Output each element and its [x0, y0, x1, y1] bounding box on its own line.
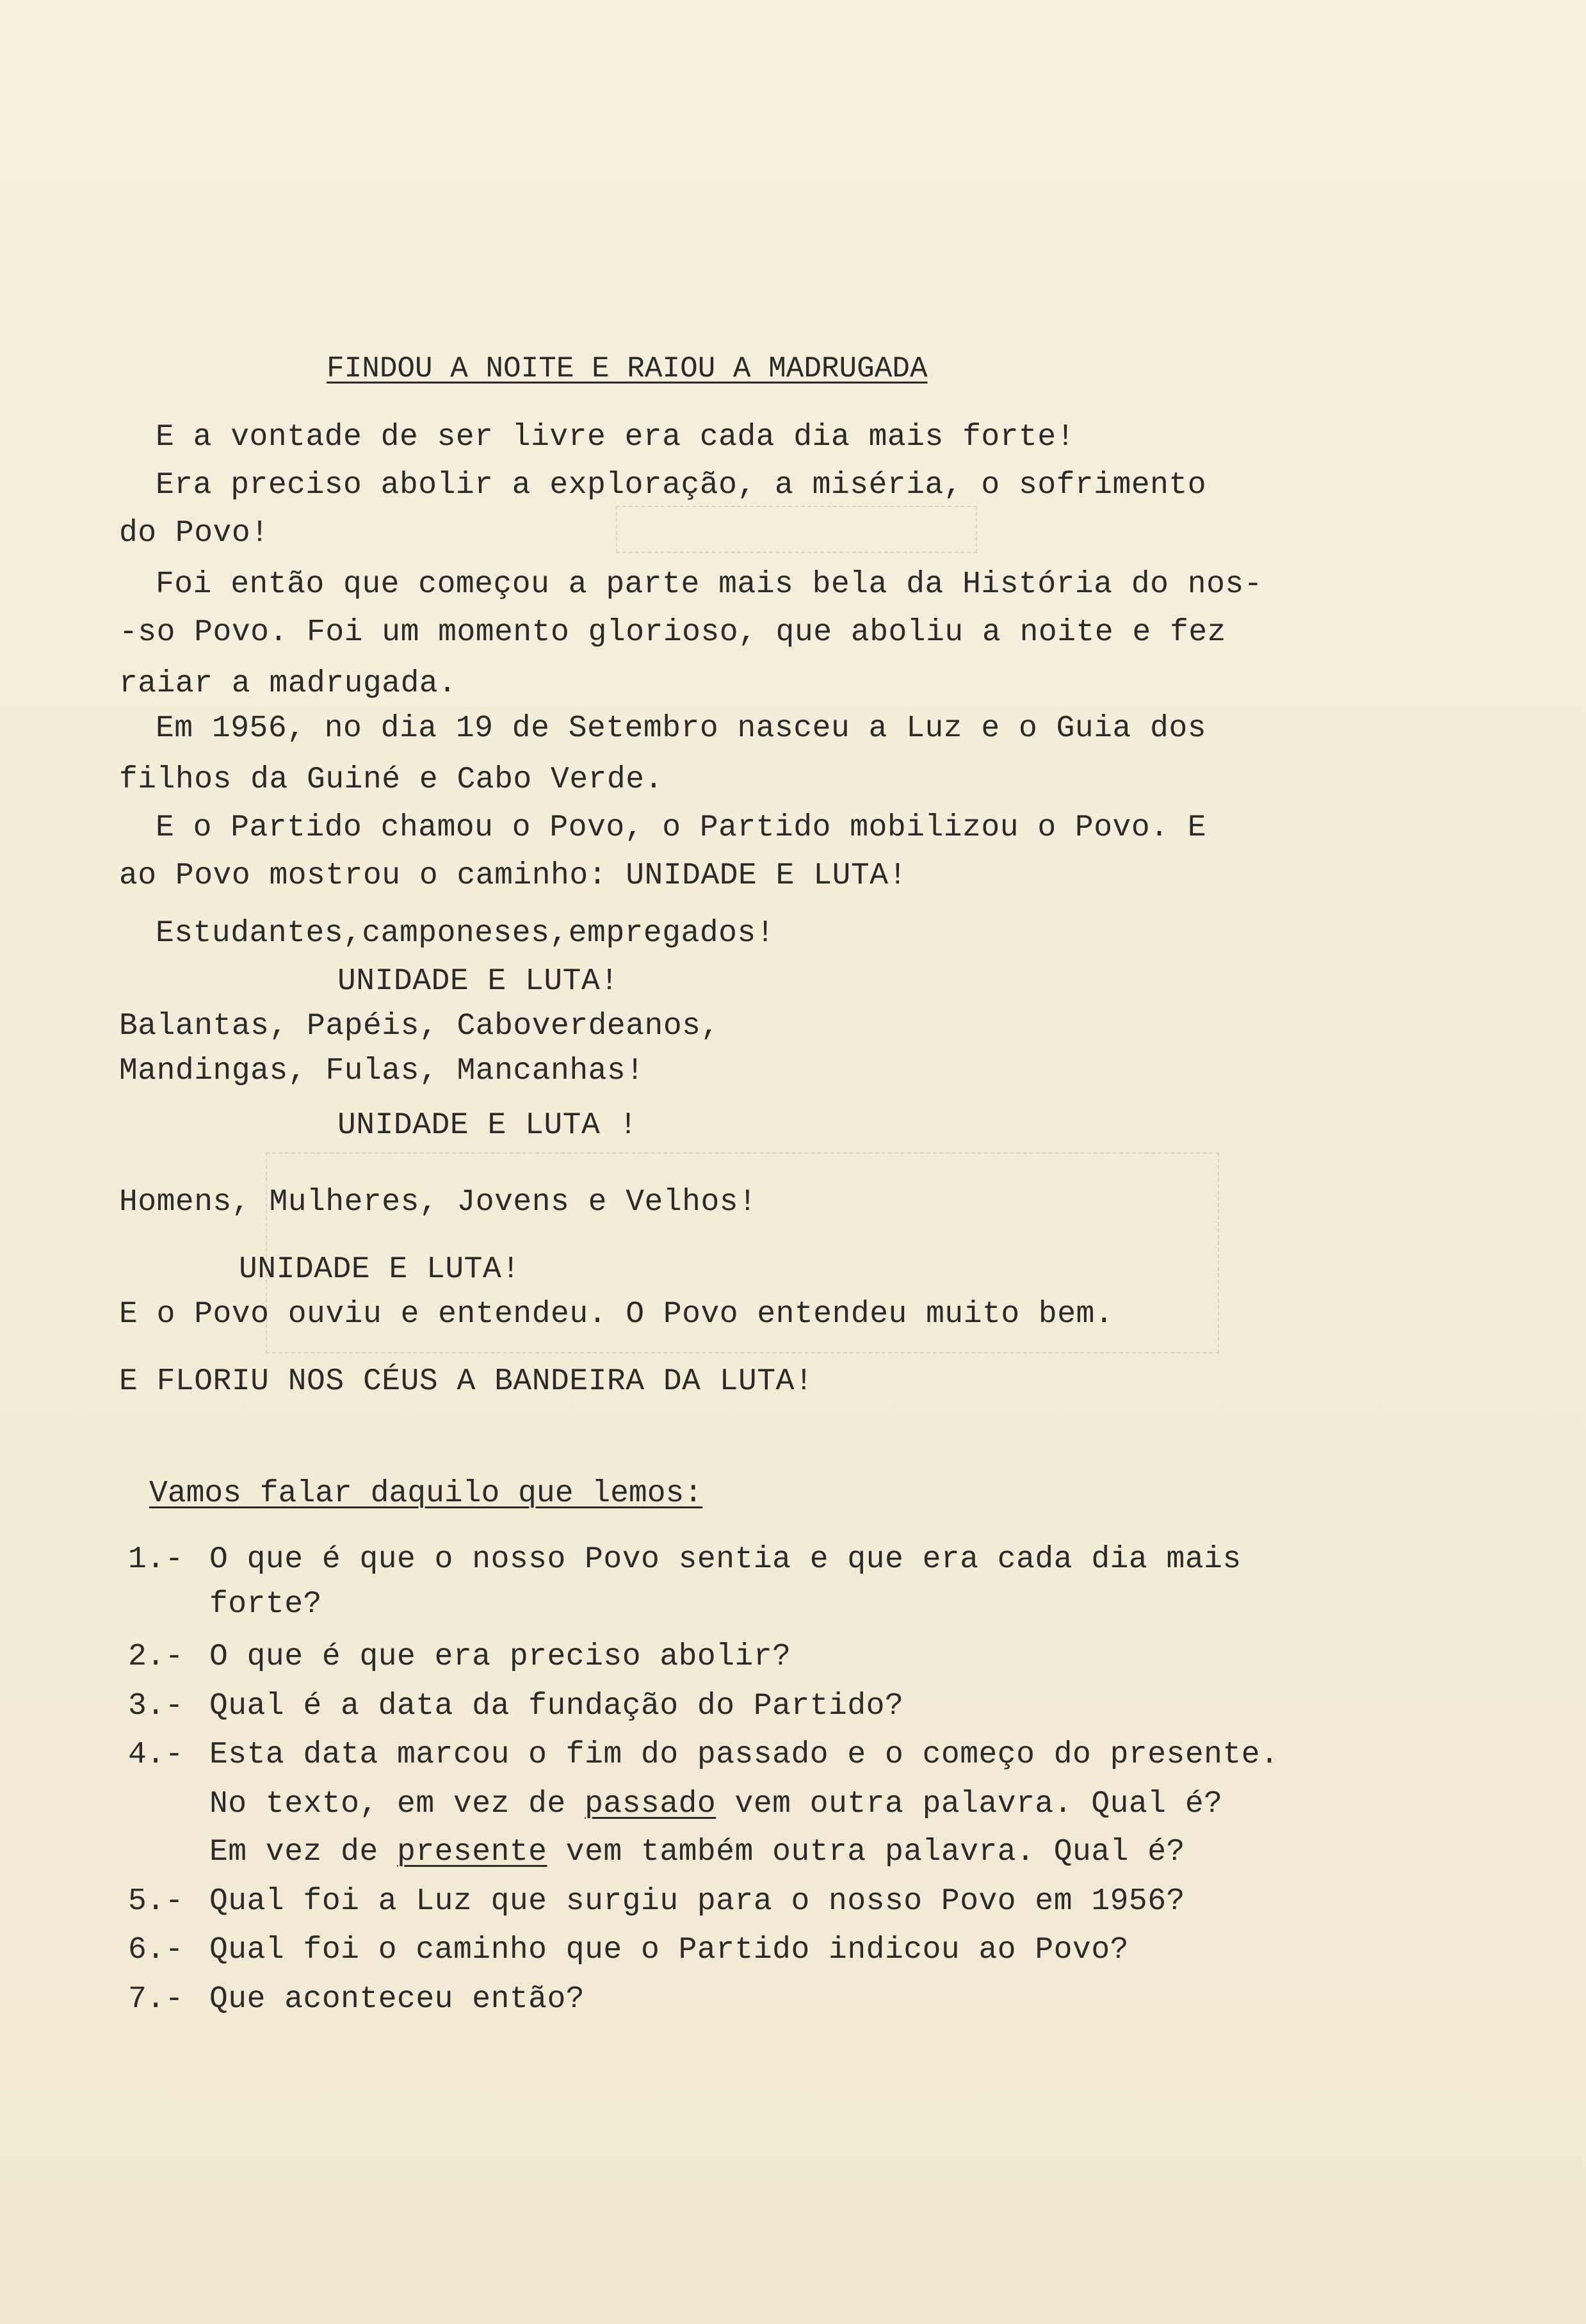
- question-text: O que é que era preciso abolir?: [209, 1640, 791, 1674]
- poem-line: Balantas, Papéis, Caboverdeanos,: [119, 1009, 720, 1044]
- question-number: 2.-: [128, 1640, 184, 1674]
- paragraph-line: Em 1956, no dia 19 de Setembro nasceu a Luz e o Guia dos: [156, 711, 1207, 746]
- question-text-part: vem também outra palavra. Qual é?: [547, 1835, 1185, 1869]
- poem-line: Estudantes,camponeses,empregados!: [156, 916, 775, 951]
- paragraph-line: filhos da Guiné e Cabo Verde.: [119, 763, 663, 797]
- poem-line: Homens, Mulheres, Jovens e Velhos!: [119, 1185, 757, 1220]
- paragraph-line: do Povo!: [119, 516, 270, 551]
- questions-heading: Vamos falar daquilo que lemos:: [149, 1476, 703, 1511]
- question-text: Esta data marcou o fim do passado e o começo do presente.: [209, 1738, 1279, 1772]
- page-title: FINDOU A NOITE E RAIOU A MADRUGADA: [327, 352, 928, 385]
- question-text: Que aconteceu então?: [209, 1982, 585, 2017]
- question-text-part: No texto, em vez de: [209, 1787, 585, 1821]
- question-text: Qual foi a Luz que surgiu para o nosso Povo em 1956?: [209, 1884, 1185, 1919]
- question-number: 7.-: [128, 1982, 184, 2017]
- question-text-part: Em vez de: [209, 1835, 398, 1869]
- question-text: [209, 1786, 1222, 1822]
- question-number: 3.-: [128, 1689, 184, 1723]
- paragraph-line: Era preciso abolir a exploração, a miséria, o sofrimento: [156, 468, 1207, 503]
- paragraph-line: ao Povo mostrou o caminho: UNIDADE E LUTA!: [119, 859, 907, 893]
- question-text: forte?: [209, 1587, 322, 1622]
- question-number: 5.-: [128, 1884, 184, 1919]
- poem-refrain: UNIDADE E LUTA!: [239, 1252, 521, 1287]
- paragraph-line: E o Partido chamou o Povo, o Partido mobilizou o Povo. E: [156, 811, 1207, 845]
- question-number: 4.-: [128, 1738, 184, 1772]
- bleed-through-box: [616, 506, 977, 553]
- poem-refrain: UNIDADE E LUTA!: [337, 964, 619, 999]
- question-text: [209, 1834, 1185, 1870]
- question-text-part: vem outra palavra. Qual é?: [716, 1787, 1223, 1821]
- underlined-word: presente: [397, 1835, 547, 1869]
- question-number: 1.-: [128, 1542, 184, 1577]
- poem-line: Mandingas, Fulas, Mancanhas!: [119, 1054, 645, 1088]
- question-text: Qual foi o caminho que o Partido indicou ao Povo?: [209, 1933, 1129, 1967]
- question-text: O que é que o nosso Povo sentia e que era cada dia mais: [209, 1542, 1242, 1577]
- poem-line: E o Povo ouviu e entendeu. O Povo entendeu muito bem.: [119, 1297, 1114, 1332]
- underlined-word: passado: [585, 1787, 716, 1821]
- question-number: 6.-: [128, 1933, 184, 1967]
- paragraph-line: E a vontade de ser livre era cada dia mais forte!: [156, 420, 1075, 455]
- poem-closing: E FLORIU NOS CÉUS A BANDEIRA DA LUTA!: [119, 1364, 814, 1399]
- paragraph-line: raiar a madrugada.: [119, 666, 457, 701]
- poem-refrain: UNIDADE E LUTA !: [337, 1108, 638, 1143]
- paragraph-line: -so Povo. Foi um momento glorioso, que aboliu a noite e fez: [119, 615, 1226, 650]
- question-text: Qual é a data da fundação do Partido?: [209, 1689, 904, 1723]
- paragraph-line: Foi então que começou a parte mais bela da História do nos-: [156, 567, 1263, 602]
